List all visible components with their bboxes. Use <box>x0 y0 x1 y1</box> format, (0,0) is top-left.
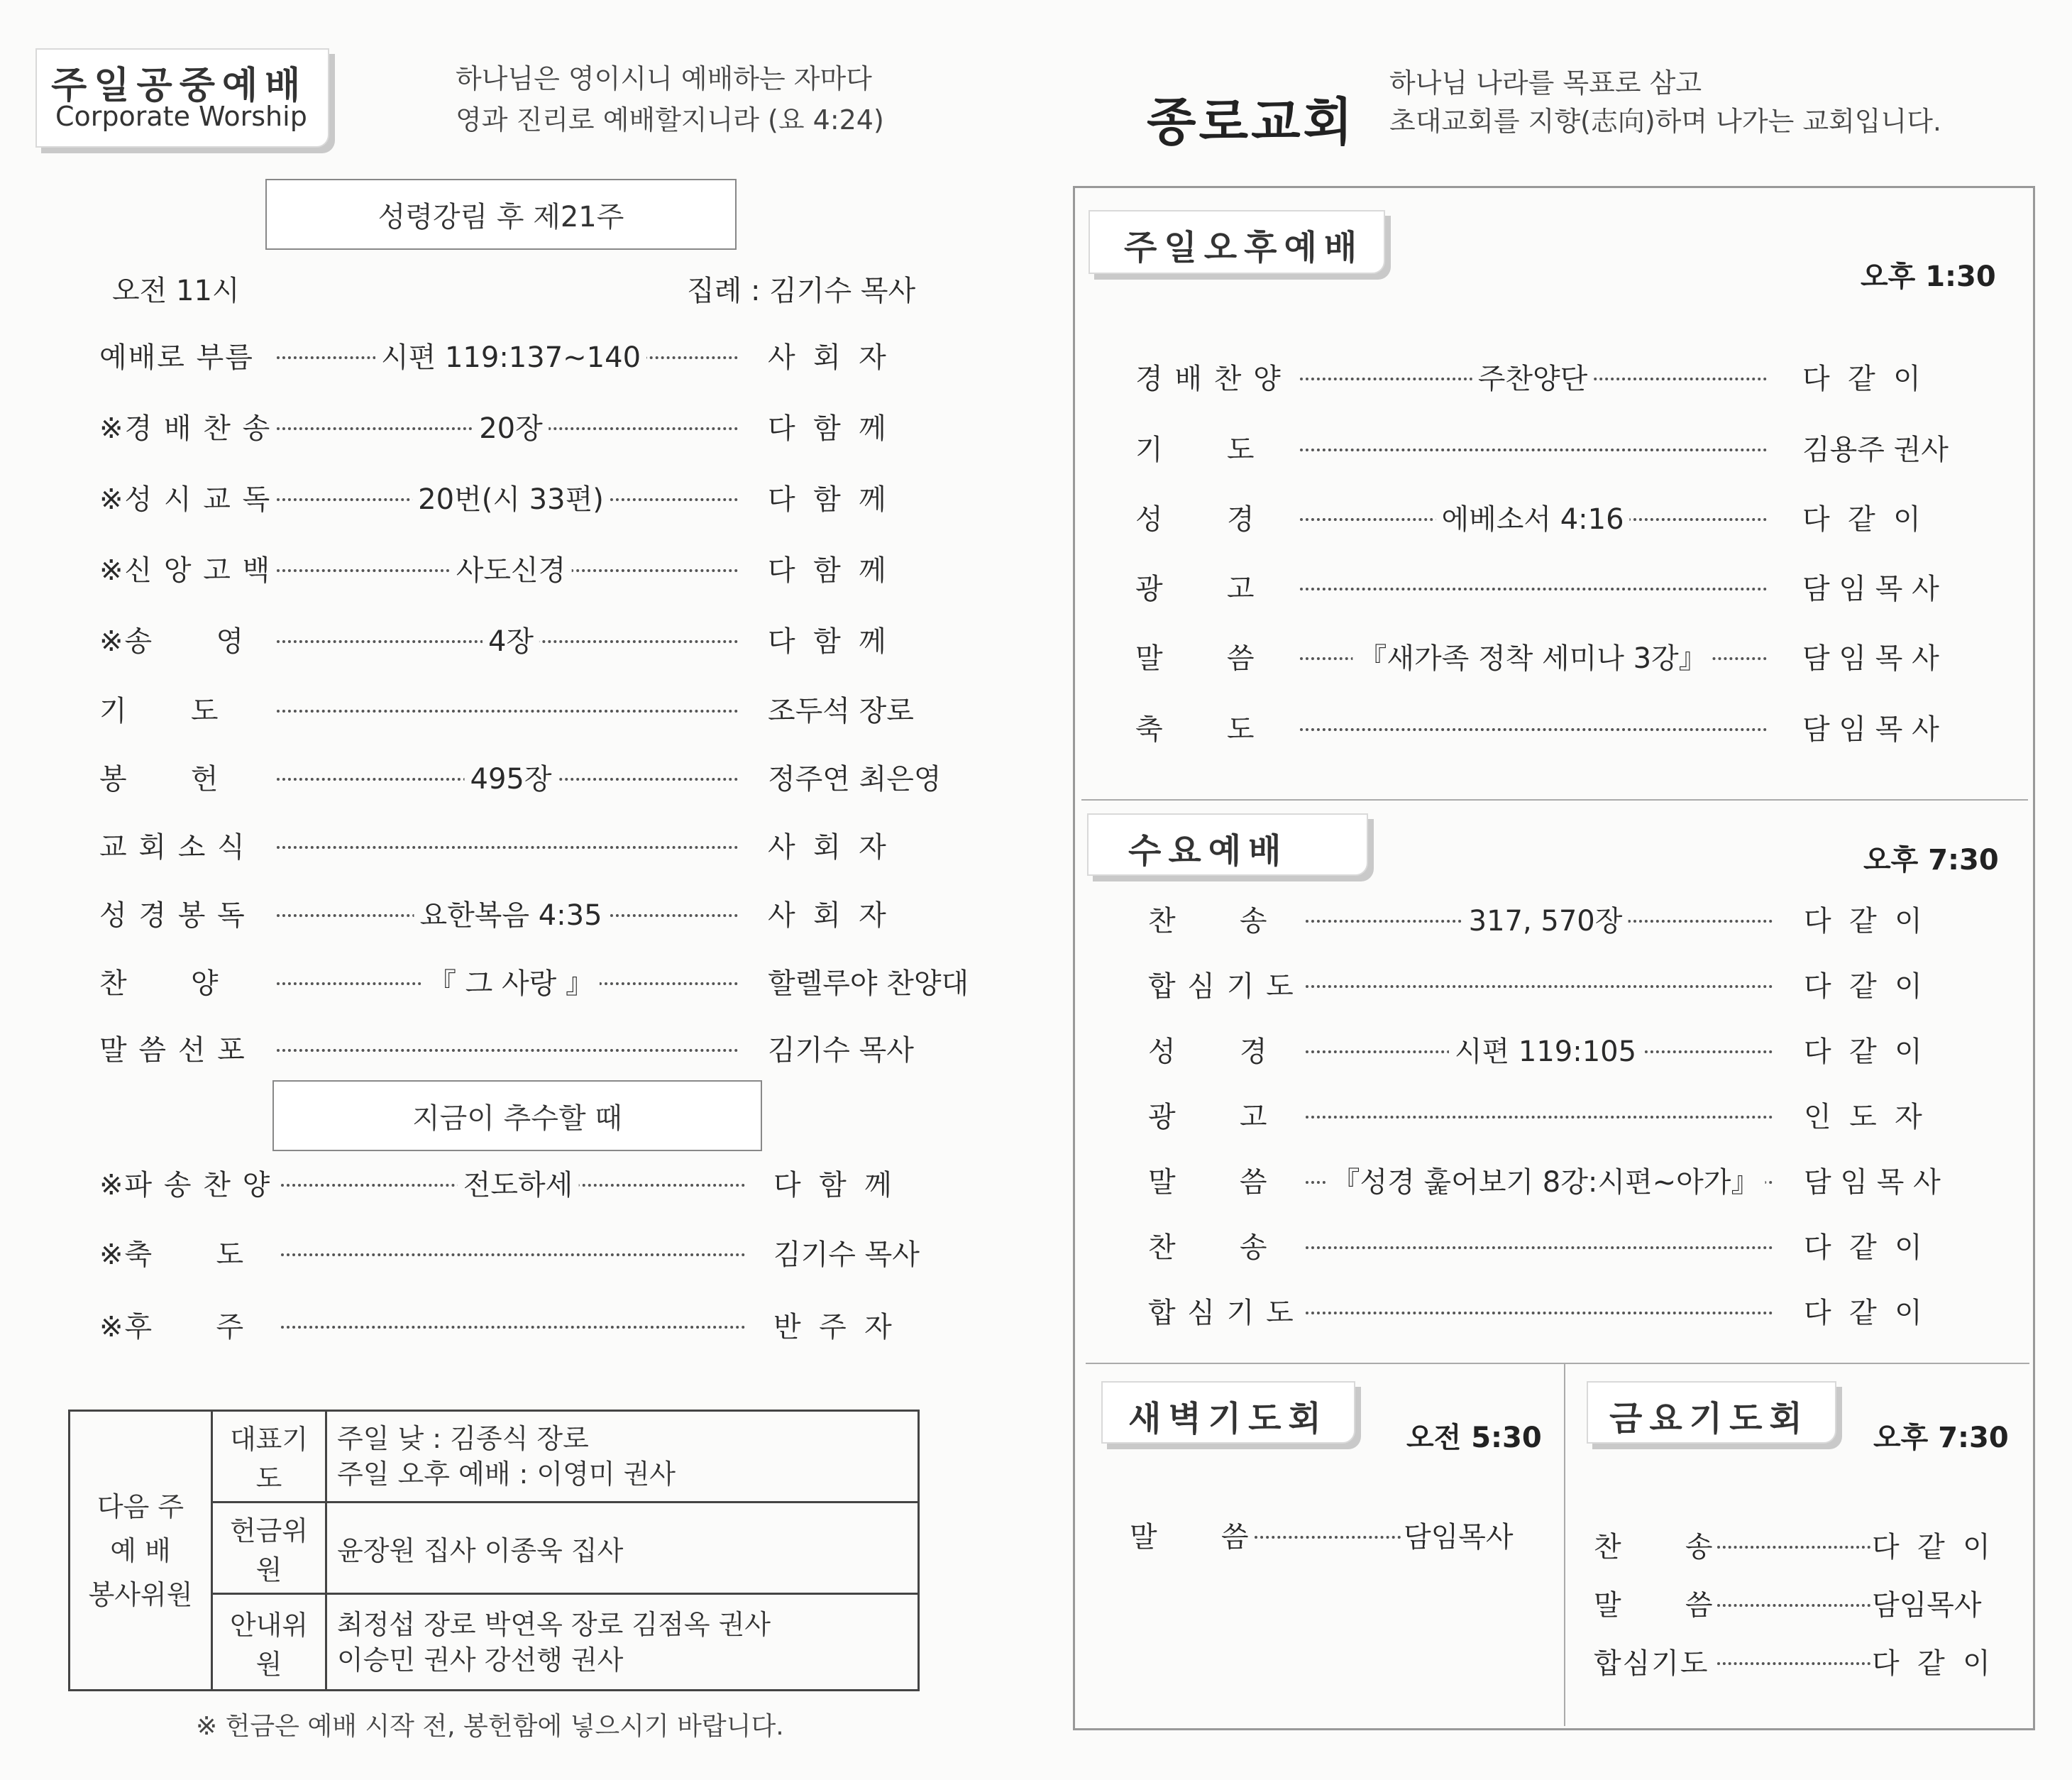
afternoon-title-tab <box>1089 210 1385 274</box>
order-label: 말 씀 <box>1135 642 1256 675</box>
offering-footnote: ※ 헌금은 예배 시작 전, 봉헌함에 넣으시기 바랍니다. <box>196 1712 784 1741</box>
friday-time: 오후 7:30 <box>1873 1422 2009 1454</box>
order-responsible: 조두석 장로 <box>768 694 914 727</box>
worship-title: 주일공중예배 <box>51 65 308 107</box>
order-label: 찬 양 <box>99 967 220 1000</box>
wednesday-time: 오후 7:30 <box>1863 844 1999 877</box>
order-label: 말 씀 <box>1148 1165 1269 1199</box>
order-responsible: 다 같 이 <box>1804 1296 1922 1329</box>
order-responsible: 담 임 목 사 <box>1804 1165 1941 1199</box>
motto-line-2: 초대교회를 지향(志向)하며 나가는 교회입니다. <box>1389 106 1942 137</box>
order-label: 성 경 <box>1148 1035 1269 1068</box>
server-names-line1: 윤장원 집사 이종욱 집사 <box>337 1534 624 1566</box>
order-responsible: 다 같 이 <box>1804 1035 1922 1068</box>
dotted-leader <box>1300 449 1767 451</box>
verse-line-2: 영과 진리로 예배할지니라 (요 4:24) <box>456 104 884 136</box>
dotted-leader <box>1717 1662 1870 1665</box>
worship-title-tab <box>35 48 329 148</box>
dotted-leader <box>277 846 738 849</box>
order-responsible: 다 함 께 <box>768 483 886 516</box>
order-item: 전도하세 <box>458 1163 579 1203</box>
order-responsible: 정주연 최은영 <box>768 762 942 796</box>
order-item: 시편 119:105 <box>1449 1029 1642 1070</box>
order-row <box>1148 1158 1985 1201</box>
divider-dawn-friday <box>1564 1363 1565 1726</box>
order-row <box>99 617 937 660</box>
order-label: 합 심 기 도 <box>1148 1296 1295 1329</box>
order-responsible: 사 회 자 <box>768 341 886 374</box>
order-row <box>1135 634 1980 677</box>
order-responsible: 담임목사 <box>1872 1588 1982 1622</box>
season-box <box>265 179 737 250</box>
order-item: 『새가족 정착 세미나 3강』 <box>1352 636 1712 676</box>
order-item: 495장 <box>465 757 558 797</box>
order-row <box>1148 897 1985 940</box>
order-label: 기 도 <box>1135 433 1256 466</box>
server-role: 안내위원 <box>212 1594 326 1691</box>
order-label: 합심기도 <box>1594 1647 1709 1680</box>
order-label: 축 도 <box>1135 713 1256 746</box>
dotted-leader <box>1717 1546 1870 1549</box>
order-responsible: 담임목사 <box>1404 1520 1514 1554</box>
order-item: 『 그 사랑 』 <box>422 961 600 1001</box>
dotted-leader <box>1306 985 1773 988</box>
order-responsible: 다 함 께 <box>768 412 886 445</box>
order-item: 에베소서 4:16 <box>1435 497 1629 537</box>
wednesday-title: 수요예배 <box>1128 831 1289 871</box>
server-names-line1: 최정섭 장로 박연옥 장로 김점옥 권사 <box>337 1608 771 1640</box>
group-label-line2: 예 배 <box>110 1534 171 1566</box>
order-responsible: 반 주 자 <box>773 1310 892 1344</box>
order-row <box>99 891 937 934</box>
group-label-line1: 다음 주 <box>97 1490 184 1522</box>
friday-title: 금요기도회 <box>1609 1399 1809 1439</box>
server-names-line2: 이승민 권사 강선행 권사 <box>337 1644 624 1676</box>
order-label: 기 도 <box>99 694 220 727</box>
order-row <box>1148 1224 1985 1266</box>
order-responsible: 담 임 목 사 <box>1802 713 1939 746</box>
order-row <box>1148 1093 1985 1136</box>
order-label: 예배로 부름 <box>99 341 254 374</box>
dotted-leader <box>1300 588 1767 590</box>
worship-subtitle: Corporate Worship <box>55 101 307 132</box>
order-row <box>99 1231 937 1273</box>
order-responsible: 다 함 께 <box>768 554 886 587</box>
dotted-leader <box>1717 1604 1870 1607</box>
order-row <box>1594 1639 2019 1682</box>
order-label: ※축 도 <box>99 1238 246 1271</box>
sermon-title: 지금이 추수할 때 <box>412 1101 622 1135</box>
order-responsible: 다 같 이 <box>1804 904 1922 938</box>
order-responsible: 할렐루야 찬양대 <box>768 967 969 1000</box>
dotted-leader <box>277 710 738 713</box>
order-label: 말 씀 선 포 <box>99 1033 246 1067</box>
order-row <box>99 755 942 798</box>
server-role: 대표기도 <box>212 1411 326 1502</box>
servers-table <box>68 1410 920 1691</box>
afternoon-title: 주일오후예배 <box>1124 228 1365 268</box>
order-responsible: 다 같 이 <box>1804 1231 1922 1264</box>
order-label: 성 경 봉 독 <box>99 899 246 932</box>
order-label: ※파 송 찬 양 <box>99 1168 272 1202</box>
servers-group-label <box>70 1411 212 1691</box>
order-responsible: 다 같 이 <box>1872 1530 1990 1564</box>
dotted-leader <box>1255 1536 1401 1539</box>
order-row <box>1135 355 1980 397</box>
order-label: 찬 송 <box>1148 904 1269 938</box>
order-label: 말 씀 <box>1130 1520 1250 1554</box>
dotted-leader <box>281 1253 745 1256</box>
dawn-time: 오전 5:30 <box>1406 1422 1542 1454</box>
order-row <box>1148 962 1985 1005</box>
afternoon-time: 오후 1:30 <box>1861 260 1996 293</box>
order-row <box>1594 1581 2019 1624</box>
server-names-line1: 주일 낮 : 김종식 장로 <box>337 1423 589 1454</box>
order-row <box>99 405 937 447</box>
order-row <box>99 823 937 866</box>
order-row <box>1148 1289 1985 1331</box>
motto-line-1: 하나님 나라를 목표로 삼고 <box>1389 67 1702 99</box>
order-responsible: 김기수 목사 <box>773 1238 920 1271</box>
dawn-title-tab <box>1101 1381 1355 1444</box>
dotted-leader <box>1306 1312 1773 1314</box>
dotted-leader <box>1306 1116 1773 1119</box>
verse-line-1: 하나님은 영이시니 예배하는 자마다 <box>456 63 872 94</box>
order-responsible: 담 임 목 사 <box>1802 642 1939 675</box>
order-label: ※경 배 찬 송 <box>99 412 272 445</box>
presider: 집례 : 김기수 목사 <box>687 275 916 307</box>
dotted-leader <box>1300 728 1767 731</box>
order-label: ※성 시 교 독 <box>99 483 272 516</box>
order-row <box>99 960 969 1002</box>
order-row <box>99 334 937 376</box>
order-responsible: 다 함 께 <box>773 1168 892 1202</box>
order-row <box>99 1161 937 1204</box>
order-responsible: 김기수 목사 <box>768 1033 914 1067</box>
order-row <box>99 546 937 589</box>
order-label: 경 배 찬 양 <box>1135 362 1282 395</box>
order-responsible: 인 도 자 <box>1804 1100 1922 1133</box>
order-label: 교 회 소 식 <box>99 830 246 864</box>
wednesday-title-tab <box>1087 813 1368 876</box>
order-item: 4장 <box>483 619 539 659</box>
server-role: 헌금위원 <box>212 1502 326 1594</box>
order-row <box>1130 1513 1541 1556</box>
order-row <box>99 1303 937 1346</box>
order-row <box>1135 426 1980 468</box>
dotted-leader <box>1306 1246 1773 1249</box>
order-row <box>1148 1028 1985 1070</box>
dotted-leader <box>277 1049 738 1052</box>
order-label: 봉 헌 <box>99 762 220 796</box>
server-names <box>326 1594 919 1691</box>
server-names-line2: 주일 오후 예배 : 이영미 권사 <box>337 1458 676 1490</box>
order-label: 합 심 기 도 <box>1148 969 1295 1003</box>
order-label: 찬 송 <box>1148 1231 1269 1264</box>
order-item: 317, 570장 <box>1463 899 1629 939</box>
order-item: 『성경 훑어보기 8강:시편~아가』 <box>1326 1160 1765 1200</box>
order-row <box>1135 565 1980 608</box>
order-label: 찬 송 <box>1594 1530 1714 1564</box>
order-responsible: 사 회 자 <box>768 899 886 932</box>
order-responsible: 다 같 이 <box>1802 362 1921 395</box>
order-responsible: 사 회 자 <box>768 830 886 864</box>
order-responsible: 다 함 께 <box>768 625 886 658</box>
friday-title-tab <box>1587 1381 1836 1444</box>
order-row <box>1135 495 1980 538</box>
order-label: 광 고 <box>1135 572 1256 605</box>
order-row <box>1594 1523 2019 1566</box>
season-label: 성령강림 후 제21주 <box>378 200 624 234</box>
order-item: 사도신경 <box>451 548 572 588</box>
dawn-title: 새벽기도회 <box>1128 1399 1328 1439</box>
schedule-panel <box>1073 186 2035 1730</box>
order-label: 성 경 <box>1135 502 1256 536</box>
order-item: 20장 <box>473 406 549 446</box>
order-responsible: 다 같 이 <box>1804 969 1922 1003</box>
order-label: 말 씀 <box>1594 1588 1714 1622</box>
sermon-title-box <box>272 1080 762 1151</box>
order-item: 20번(시 33편) <box>412 477 610 517</box>
group-label-line3: 봉사위원 <box>88 1578 193 1610</box>
order-responsible: 담 임 목 사 <box>1802 572 1939 605</box>
order-responsible: 김용주 권사 <box>1802 433 1949 466</box>
order-label: ※송 영 <box>99 625 246 658</box>
order-row <box>1135 705 1980 748</box>
order-label: 광 고 <box>1148 1100 1269 1133</box>
order-row <box>99 687 937 730</box>
order-row <box>99 1026 937 1069</box>
server-names <box>326 1502 919 1594</box>
dotted-leader <box>281 1326 745 1329</box>
order-row <box>99 476 937 518</box>
order-label: ※신 앙 고 백 <box>99 554 272 587</box>
order-label: ※후 주 <box>99 1310 246 1344</box>
order-responsible: 다 같 이 <box>1802 502 1921 536</box>
church-name: 종로교회 <box>1147 92 1356 152</box>
order-item: 요한복음 4:35 <box>414 893 607 933</box>
divider-afternoon-wednesday <box>1081 799 2028 801</box>
order-item: 주찬양단 <box>1472 356 1594 397</box>
service-time: 오전 11시 <box>112 275 240 307</box>
order-responsible: 다 같 이 <box>1872 1647 1990 1680</box>
server-names <box>326 1411 919 1502</box>
order-item: 시편 119:137~140 <box>375 335 646 375</box>
divider-wednesday-prayer <box>1086 1363 2029 1364</box>
